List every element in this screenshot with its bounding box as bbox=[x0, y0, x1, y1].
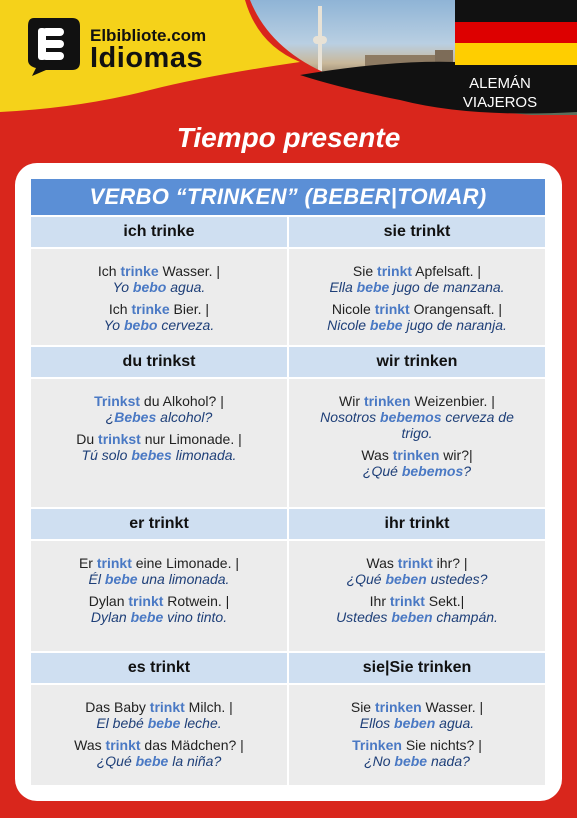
example-pair bbox=[361, 447, 472, 479]
sentence-text: Was bbox=[366, 555, 398, 571]
sentence-text: agua. bbox=[435, 715, 475, 731]
verb-table bbox=[31, 179, 545, 787]
spanish-translation bbox=[94, 409, 224, 425]
verb-highlight: trinke bbox=[131, 301, 170, 317]
spanish-translation bbox=[352, 753, 482, 769]
sentence-text: ustedes? bbox=[426, 571, 488, 587]
german-sentence bbox=[351, 699, 483, 715]
german-sentence bbox=[94, 393, 224, 409]
german-sentence bbox=[79, 555, 239, 571]
verb-highlight: trinkt bbox=[374, 301, 410, 317]
sentence-text: Milch. | bbox=[184, 699, 233, 715]
example-cell bbox=[31, 685, 287, 785]
sentence-text: la niña? bbox=[168, 753, 222, 769]
example-cell bbox=[31, 541, 287, 651]
sentence-text: wir?| bbox=[439, 447, 473, 463]
example-pair bbox=[94, 393, 224, 425]
sentence-text: Er bbox=[78, 555, 97, 571]
sentence-text: Nicole bbox=[327, 317, 370, 333]
sentence-text: Él bbox=[88, 571, 105, 587]
sentence-text: Du bbox=[76, 431, 99, 447]
spanish-translation bbox=[79, 571, 239, 587]
sentence-text: Yo bbox=[112, 279, 133, 295]
spanish-translation bbox=[312, 409, 522, 441]
sentence-text: cerveza. bbox=[157, 317, 215, 333]
sentence-text: ¿No bbox=[364, 753, 395, 769]
spanish-translation bbox=[351, 715, 483, 731]
german-sentence bbox=[352, 737, 482, 753]
language-line1: ALEMÁN bbox=[469, 75, 531, 92]
verb-highlight: bebe bbox=[135, 753, 169, 769]
verb-highlight: Trinkst bbox=[94, 393, 141, 409]
sentence-text: Nosotros bbox=[320, 409, 381, 425]
verb-highlight: bebemos bbox=[380, 409, 442, 425]
sentence-text: du Alkohol? | bbox=[140, 393, 224, 409]
verb-highlight: beben bbox=[391, 609, 433, 625]
german-sentence bbox=[329, 263, 504, 279]
table-title: VERBO “TRINKEN” (BEBER|TOMAR) bbox=[31, 179, 545, 215]
sentence-text: alcohol? bbox=[156, 409, 213, 425]
example-pair bbox=[85, 699, 233, 731]
sentence-text: agua. bbox=[166, 279, 206, 295]
sentence-text: Ellos bbox=[359, 715, 395, 731]
sentence-text: champán. bbox=[432, 609, 498, 625]
verb-highlight: bebes bbox=[131, 447, 172, 463]
verb-highlight: beben bbox=[394, 715, 436, 731]
german-sentence bbox=[89, 593, 230, 609]
sentence-text: Sie nichts? | bbox=[401, 737, 482, 753]
sentence-text: limonada. bbox=[171, 447, 237, 463]
spanish-translation bbox=[347, 571, 488, 587]
verb-highlight: trinkt bbox=[105, 737, 141, 753]
verb-highlight: trinkt bbox=[397, 555, 433, 571]
sentence-text: Wasser. | bbox=[158, 263, 221, 279]
verb-highlight: bebe bbox=[394, 753, 428, 769]
flag-red-stripe bbox=[455, 22, 577, 43]
sentence-text: Was bbox=[361, 447, 393, 463]
pronoun-header: es trinkt bbox=[31, 653, 287, 683]
verb-highlight: bebe bbox=[130, 609, 164, 625]
sentence-text: jugo de naranja. bbox=[402, 317, 507, 333]
verb-highlight: trinken bbox=[363, 393, 411, 409]
sentence-text: das Mädchen? | bbox=[140, 737, 244, 753]
example-pair bbox=[104, 301, 215, 333]
verb-highlight: trinkst bbox=[98, 431, 141, 447]
sentence-text: Yo bbox=[103, 317, 124, 333]
german-sentence bbox=[74, 737, 244, 753]
example-pair bbox=[312, 393, 522, 441]
spanish-translation bbox=[336, 609, 498, 625]
verb-highlight: bebo bbox=[132, 279, 167, 295]
pronoun-header: sie|Sie trinken bbox=[289, 653, 545, 683]
german-sentence bbox=[76, 431, 242, 447]
spanish-translation bbox=[89, 609, 230, 625]
spanish-translation bbox=[329, 279, 504, 295]
verb-highlight: bebe bbox=[104, 571, 138, 587]
pronoun-header: du trinkst bbox=[31, 347, 287, 377]
verb-highlight: beben bbox=[385, 571, 427, 587]
sentence-text: Wir bbox=[339, 393, 364, 409]
pronoun-header: ich trinke bbox=[31, 217, 287, 247]
sentence-text: nada? bbox=[427, 753, 470, 769]
example-cell bbox=[289, 685, 545, 785]
pronoun-header: ihr trinkt bbox=[289, 509, 545, 539]
example-pair bbox=[327, 301, 507, 333]
sentence-text: ihr? | bbox=[432, 555, 468, 571]
language-line2: VIAJEROS bbox=[462, 94, 538, 111]
example-pair bbox=[76, 431, 242, 463]
sentence-text: Was bbox=[74, 737, 106, 753]
german-sentence bbox=[104, 301, 215, 317]
sentence-text: Nicole bbox=[331, 301, 375, 317]
sentence-text: Sie bbox=[350, 699, 375, 715]
flag-black-stripe bbox=[455, 0, 577, 22]
example-pair bbox=[89, 593, 230, 625]
sentence-text: eine Limonade. | bbox=[131, 555, 240, 571]
spanish-translation bbox=[361, 463, 472, 479]
sentence-text: Rotwein. | bbox=[163, 593, 230, 609]
sentence-text: Wasser. | bbox=[421, 699, 484, 715]
sentence-text: una limonada. bbox=[137, 571, 230, 587]
verb-highlight: bebe bbox=[147, 715, 181, 731]
flag-gold-stripe bbox=[455, 43, 577, 65]
sentence-text: cerveza de trigo. bbox=[401, 409, 514, 441]
spanish-translation bbox=[74, 753, 244, 769]
verb-highlight: bebo bbox=[123, 317, 158, 333]
sentence-text: Das Baby bbox=[85, 699, 150, 715]
sentence-text: Weizenbier. | bbox=[410, 393, 495, 409]
sentence-text: El bebé bbox=[96, 715, 148, 731]
example-cell bbox=[31, 379, 287, 507]
spanish-translation bbox=[76, 447, 242, 463]
example-pair bbox=[352, 737, 482, 769]
brand-name: Idiomas bbox=[90, 42, 204, 74]
conjugation-grid bbox=[31, 217, 545, 787]
german-sentence bbox=[327, 301, 507, 317]
example-pair bbox=[347, 555, 488, 587]
example-pair bbox=[98, 263, 220, 295]
sentence-text: Sie bbox=[352, 263, 378, 279]
verb-highlight: trinkt bbox=[389, 593, 425, 609]
verb-highlight: trinkt bbox=[128, 593, 164, 609]
example-cell bbox=[31, 249, 287, 345]
sentence-text: Sekt.| bbox=[424, 593, 465, 609]
german-sentence bbox=[98, 263, 220, 279]
pronoun-header: sie trinkt bbox=[289, 217, 545, 247]
sentence-text: Dylan bbox=[88, 593, 129, 609]
german-sentence bbox=[347, 555, 488, 571]
german-sentence bbox=[312, 393, 522, 409]
sentence-text: ? bbox=[463, 463, 472, 479]
logo-icon bbox=[24, 14, 82, 76]
german-sentence bbox=[361, 447, 472, 463]
german-sentence bbox=[336, 593, 498, 609]
sentence-text: Ustedes bbox=[336, 609, 392, 625]
example-pair bbox=[79, 555, 239, 587]
sentence-text: Ich bbox=[108, 301, 132, 317]
verb-highlight: Bebes bbox=[114, 409, 157, 425]
sentence-text: Bier. | bbox=[169, 301, 210, 317]
pronoun-header: wir trinken bbox=[289, 347, 545, 377]
verb-highlight: trinkt bbox=[377, 263, 413, 279]
verb-highlight: bebemos bbox=[401, 463, 464, 479]
sentence-text: jugo de manzana. bbox=[389, 279, 505, 295]
verb-highlight: bebe bbox=[356, 279, 390, 295]
example-pair bbox=[336, 593, 498, 625]
language-label bbox=[452, 74, 548, 112]
header-banner bbox=[0, 0, 577, 125]
sentence-text: ¿Qué bbox=[96, 753, 136, 769]
spanish-translation bbox=[85, 715, 233, 731]
example-pair bbox=[329, 263, 504, 295]
sentence-text: nur Limonade. | bbox=[140, 431, 242, 447]
verb-highlight: trinken bbox=[374, 699, 422, 715]
verb-highlight: trinkt bbox=[96, 555, 132, 571]
brand-site: Elbibliote.com bbox=[90, 26, 207, 45]
sentence-text: Apfelsaft. | bbox=[412, 263, 482, 279]
spanish-translation bbox=[327, 317, 507, 333]
sentence-text: Ich bbox=[97, 263, 121, 279]
verb-highlight: trinken bbox=[392, 447, 440, 463]
sentence-text: ¿ bbox=[105, 409, 115, 425]
page-title: Tiempo presente bbox=[176, 122, 401, 153]
verb-highlight: trinke bbox=[120, 263, 159, 279]
sentence-text: Ihr bbox=[369, 593, 390, 609]
example-pair bbox=[74, 737, 244, 769]
verb-highlight: bebe bbox=[369, 317, 403, 333]
sentence-text: Dylan bbox=[90, 609, 131, 625]
pronoun-header: er trinkt bbox=[31, 509, 287, 539]
spanish-translation bbox=[104, 317, 215, 333]
verb-highlight: Trinken bbox=[352, 737, 402, 753]
spanish-translation bbox=[98, 279, 220, 295]
sentence-text: ¿Qué bbox=[362, 463, 402, 479]
sentence-text: leche. bbox=[180, 715, 222, 731]
verb-highlight: trinkt bbox=[149, 699, 185, 715]
example-cell bbox=[289, 541, 545, 651]
example-cell bbox=[289, 249, 545, 345]
example-cell bbox=[289, 379, 545, 507]
german-sentence bbox=[85, 699, 233, 715]
sentence-text: Ella bbox=[329, 279, 357, 295]
sentence-text: Tú solo bbox=[81, 447, 132, 463]
sentence-text: ¿Qué bbox=[346, 571, 386, 587]
example-pair bbox=[351, 699, 483, 731]
sentence-text: Orangensaft. | bbox=[409, 301, 503, 317]
sentence-text: vino tinto. bbox=[163, 609, 228, 625]
